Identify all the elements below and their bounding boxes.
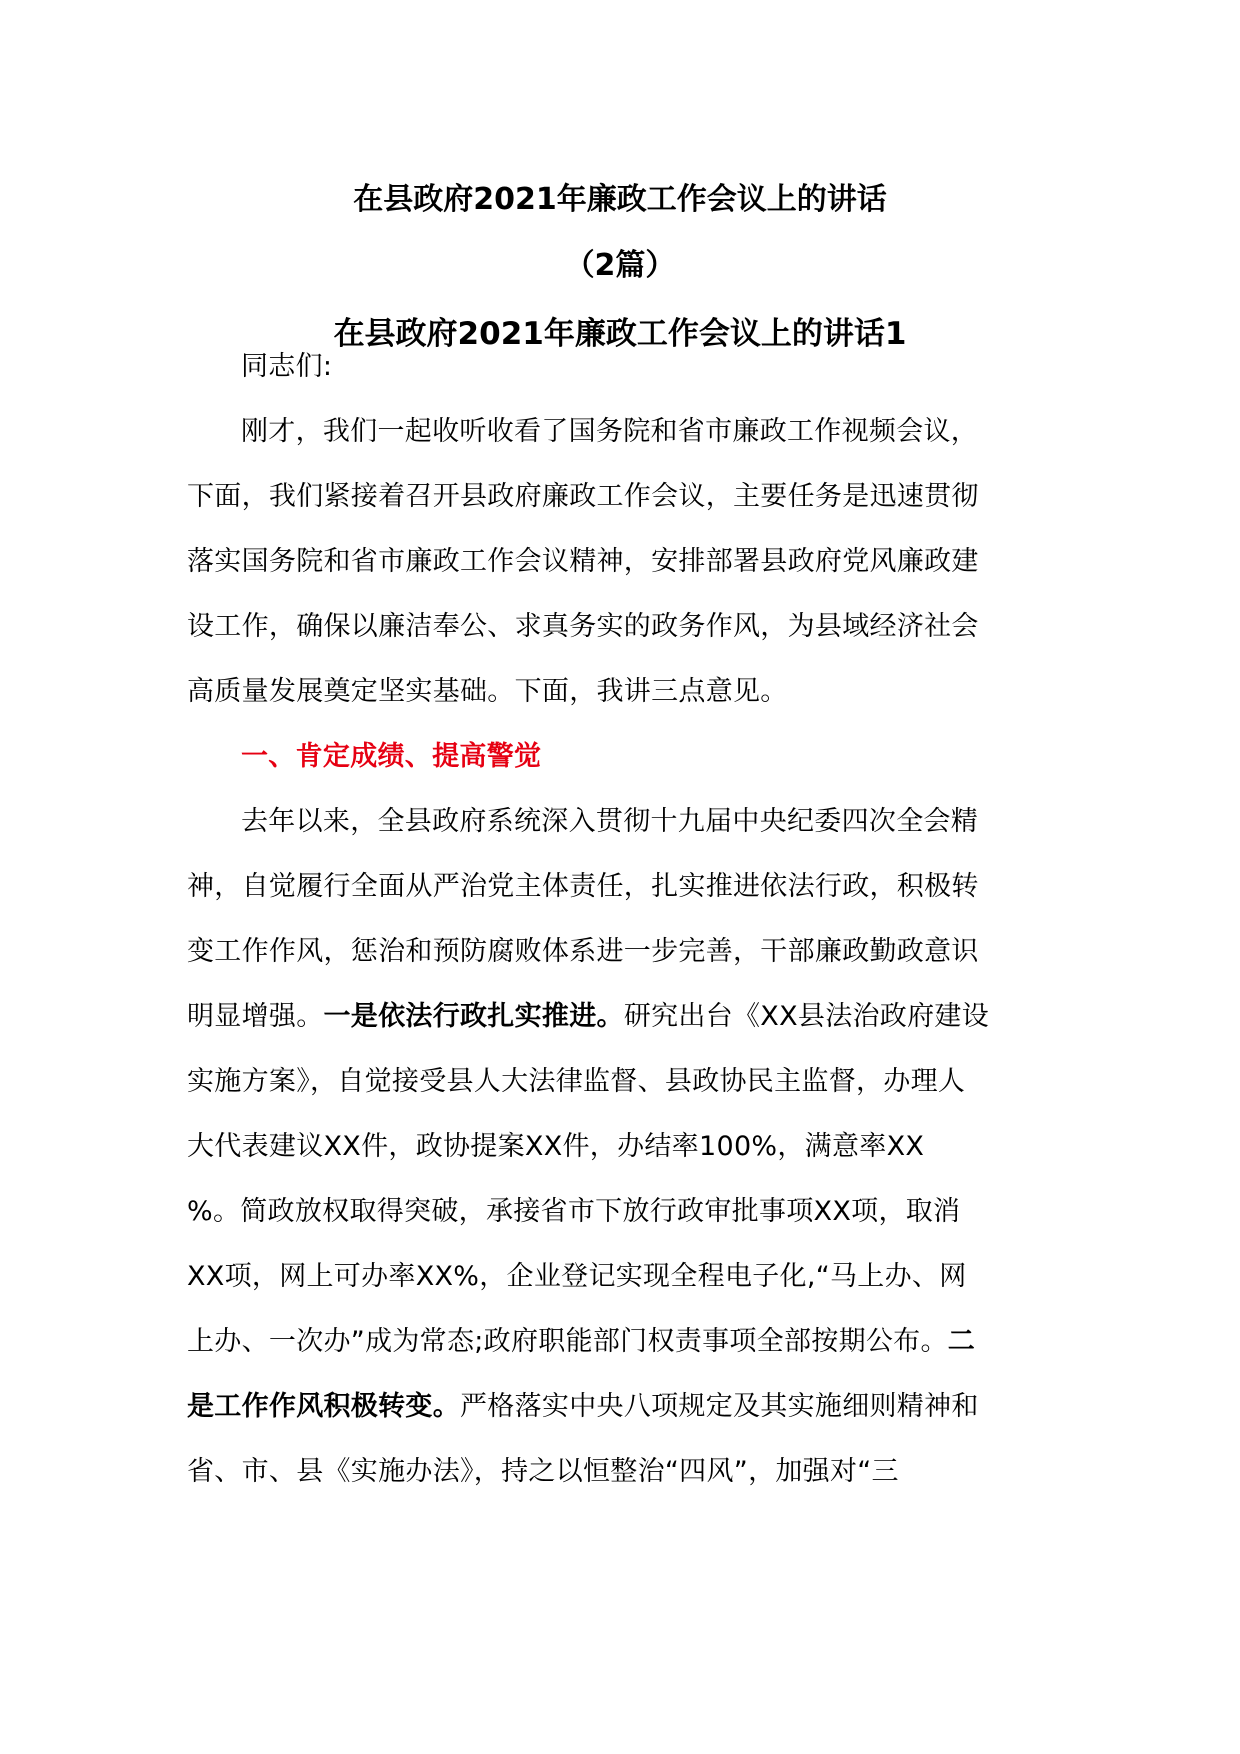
para2-line4-a: 明显增强。: [187, 1001, 324, 1032]
para2-line11: 省、市、县《实施办法》，持之以恒整治“四风”，加强对“三: [187, 1456, 899, 1487]
para1-line2: 下面，我们紧接着召开县政府廉政工作会议，主要任务是迅速贯彻: [187, 481, 979, 512]
para2-line10-b: 严格落实中央八项规定及其实施细则精神和: [460, 1391, 979, 1422]
para2-line9-a: 上办、一次办”成为常态;政府职能部门权责事项全部按期公布。: [187, 1326, 948, 1357]
para2-bold-point-1: 一是依法行政扎实推进。: [323, 1001, 624, 1032]
para2-line4-c: 研究出台《XX县法治政府建设: [623, 1001, 990, 1032]
para2-bold-point-2-end: 是工作作风积极转变。: [187, 1391, 460, 1422]
para2-line9: [187, 1309, 1057, 1374]
para2-bold-point-2-start: 二: [947, 1326, 976, 1357]
document-title: 在县政府2021年廉政工作会议上的讲话: [353, 182, 887, 217]
para2-line1: 去年以来，全县政府系统深入贯彻十九届中央纪委四次全会精: [241, 806, 979, 837]
para1-line1: 刚才，我们一起收听收看了国务院和省市廉政工作视频会议，: [241, 416, 979, 447]
para2-line8: XX项，网上可办率XX%，企业登记实现全程电子化,“马上办、网: [187, 1261, 967, 1292]
document-count: （2篇）: [564, 248, 676, 283]
document-body: [187, 334, 1057, 1504]
para2-line7: %。简政放权取得突破，承接省市下放行政审批事项XX项，取消: [187, 1196, 961, 1227]
para2-line3: 变工作作风，惩治和预防腐败体系进一步完善，干部廉政勤政意识: [187, 936, 979, 967]
para2-line4: [187, 984, 1057, 1049]
greeting: 同志们:: [241, 351, 333, 382]
para2-line5: 实施方案》，自觉接受县人大法律监督、县政协民主监督，办理人: [187, 1066, 966, 1097]
para2-line2: 神，自觉履行全面从严治党主体责任，扎实推进依法行政，积极转: [187, 871, 979, 902]
document-subtitle: 在县政府2021年廉政工作会议上的讲话1: [333, 316, 907, 352]
section-heading-1: 一、肯定成绩、提高警觉: [241, 741, 542, 772]
para2-line10: [187, 1374, 1057, 1439]
para2-line6: 大代表建议XX件，政协提案XX件，办结率100%，满意率XX: [187, 1131, 925, 1162]
para1-line4: 设工作，确保以廉洁奉公、求真务实的政务作风，为县域经济社会: [187, 611, 979, 642]
para1-line3: 落实国务院和省市廉政工作会议精神，安排部署县政府党风廉政建: [187, 546, 979, 577]
para1-line5: 高质量发展奠定坚实基础。下面，我讲三点意见。: [187, 676, 788, 707]
